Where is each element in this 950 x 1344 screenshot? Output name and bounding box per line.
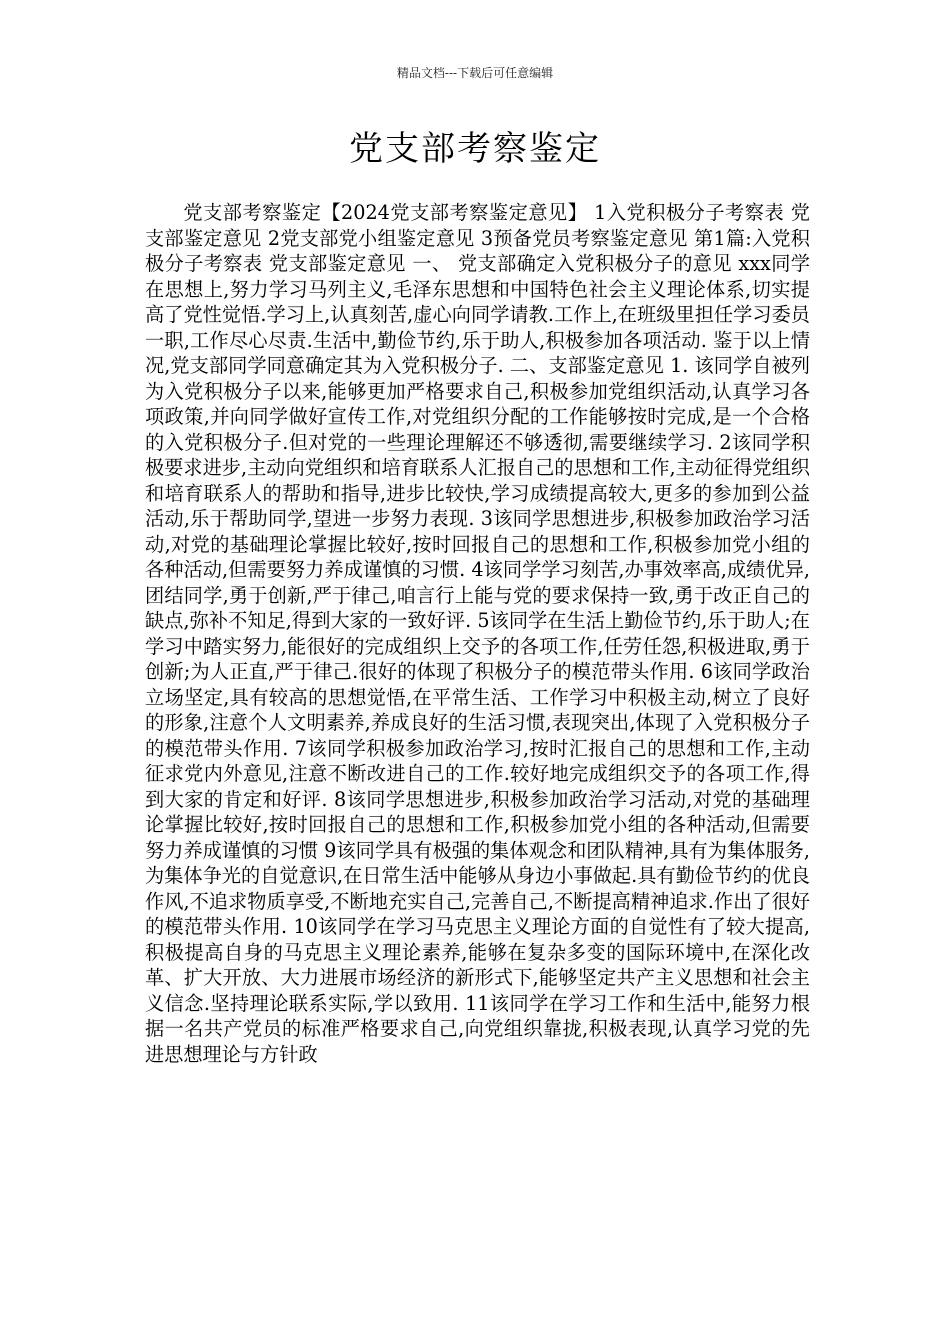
header-note: 精品文档---下载后可任意编辑 (396, 66, 554, 80)
document-title: 党支部考察鉴定 (349, 129, 601, 169)
body-paragraph: 党支部考察鉴定【2024党支部考察鉴定意见】 1入党积极分子考察表 党支部鉴定意见 2党支部党小组鉴定意见 3预备党员考察鉴定意见 第1篇:入党积极分子考察表 党支部鉴定意见 一、 党支部确定入党积极分子的意见 xxx同学在思想上,努力学习马列主义,毛泽东思想和中国特色社会主义理论体系,切实提高了党性觉悟.学习上,认真刻苦,虚心向同学请教.工作上,在班级里担任学习委员一职,工作尽心尽责.生活中,勤俭节约,乐于助人,积极参加各项活动. 鉴于以上情况,党支部同学同意确定其为入党积极分子. 二、支部鉴定意见 1. 该同学自被列为入党积极分子以来,能够更加严格要求自己,积极参加党组织活动,认真学习各项政策,并向同学做好宣传工作,对党组织分配的工作能够按时完成,是一个合格的入党积极分子.但对党的一些理论理解还不够透彻,需要继续学习. 2该同学积极要求进步,主动向党组织和培育联系人汇报自己的思想和工作,主动征得党组织和培育联系人的帮助和指导,进步比较快,学习成绩提高较大,更多的参加到公益活动,乐于帮助同学,望进一步努力表现. 3该同学思想进步,积极参加政治学习活动,对党的基础理论掌握比较好,按时回报自己的思想和工作,积极参加党小组的各种活动,但需要努力养成谨慎的习惯. 4该同学学习刻苦,办事效率高,成绩优异,团结同学,勇于创新,严于律己,咱言行上能与党的要求保持一致,勇于改正自己的缺点,弥补不知足,得到大家的一致好评. 5该同学在生活上勤俭节约,乐于助人;在学习中踏实努力,能很好的完成组织上交予的各项工作,任劳任怨,积极进取,勇于创新;为人正直,严于律己.很好的体现了积极分子的模范带头作用. 6该同学政治立场坚定,具有较高的思想觉悟,在平常生活、工作学习中积极主动,树立了良好的形象,注意个人文明素养,养成良好的生活习惯,表现突出,体现了入党积极分子的模范带头作用. 7该同学积极参加政治学习,按时汇报自己的思想和工作,主动征求党内外意见,注意不断改进自己的工作.较好地完成组织交予的各项工作,得到大家的肯定和好评. 8该同学思想进步,积极参加政治学习活动,对党的基础理论掌握比较好,按时回报自己的思想和工作,积极参加党小组的各种活动,但需要努力养成谨慎的习惯 9该同学具有极强的集体观念和团队精神,具有为集体服务,为集体争光的自觉意识,在日常生活中能够从身边小事做起.具有勤俭节约的优良作风,不追求物质享受,不断地充实自己,完善自己,不断提高精神追求.作出了很好的模范带头作用. 10该同学在学习马克思主义理论方面的自觉性有了较大提高,积极提高自身的马克思主义理论素养,能够在复杂多变的国际环境中,在深化改革、扩大开放、大力进展市场经济的新形式下,能够坚定共产主义思想和社会主义信念.坚持理论联系实际,学以致用. 11该同学在学习工作和生活中,能努力根据一名共产党员的标准严格要求自己,向党组织靠拢,积极表现,认真学习党的先进思想理论与方针政 (145, 201, 810, 1066)
